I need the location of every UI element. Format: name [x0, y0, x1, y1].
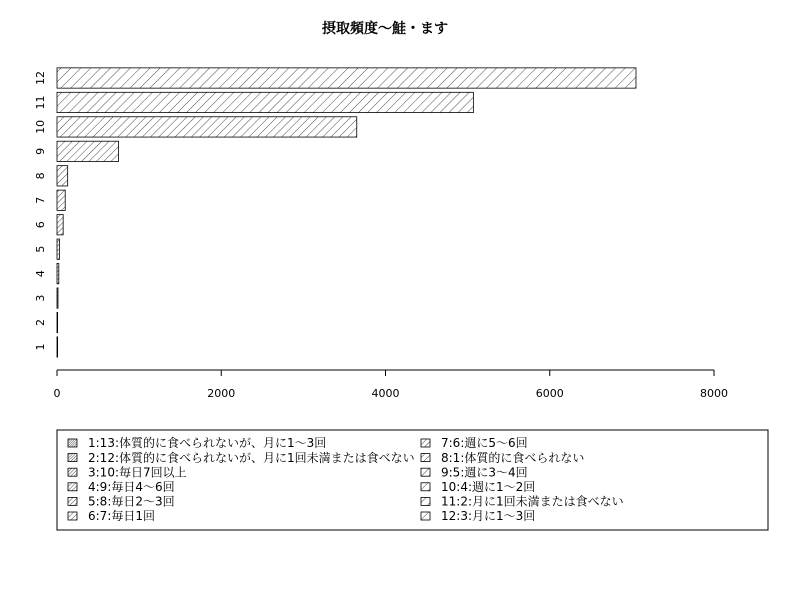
legend-swatch: [68, 468, 77, 476]
bar-5: [57, 239, 59, 259]
legend-label: 10:4:週に1〜2回: [441, 480, 536, 494]
bar-10: [57, 117, 357, 137]
bar-2: [57, 312, 58, 332]
y-tick-label: 8: [33, 172, 47, 180]
legend-swatch: [421, 497, 430, 505]
legend-label: 2:12:体質的に食べられないが、月に1回未満または食べない: [88, 450, 415, 465]
x-tick-label: 4000: [371, 387, 400, 400]
legend-swatch: [421, 512, 430, 520]
bar-3: [57, 288, 58, 308]
chart-title: 摂取頻度〜鮭・ます: [322, 21, 448, 37]
y-tick-label: 12: [33, 71, 47, 85]
x-tick-label: 8000: [700, 387, 728, 400]
y-tick-label: 4: [33, 270, 47, 278]
legend-swatch: [421, 468, 430, 476]
legend-label: 8:1:体質的に食べられない: [441, 450, 585, 465]
bar-9: [57, 141, 119, 161]
y-axis-labels: [34, 71, 47, 351]
x-tick-label: 6000: [535, 387, 564, 400]
bar-1: [57, 337, 58, 357]
x-tick-label: 2000: [207, 387, 236, 400]
legend: [57, 430, 768, 530]
legend-swatch: [68, 454, 77, 462]
legend-swatch: [68, 483, 77, 491]
legend-swatch: [68, 512, 77, 520]
legend-label: 7:6:週に5〜6回: [441, 436, 528, 451]
bar-4: [57, 263, 59, 283]
legend-label: 5:8:毎日2〜3回: [88, 494, 175, 509]
y-tick-label: 5: [33, 245, 47, 253]
x-axis: [54, 370, 729, 400]
legend-swatch: [421, 439, 430, 447]
legend-label: 3:10:毎日7回以上: [88, 465, 187, 480]
legend-label: 12:3:月に1〜3回: [441, 509, 536, 524]
legend-swatch: [68, 497, 77, 505]
legend-label: 1:13:体質的に食べられないが、月に1〜3回: [88, 436, 327, 451]
legend-swatch: [68, 439, 77, 447]
x-tick-label: 0: [53, 387, 61, 400]
y-tick-label: 3: [33, 294, 47, 302]
legend-label: 4:9:毎日4〜6回: [88, 480, 175, 494]
legend-swatch: [421, 454, 430, 462]
legend-swatch: [421, 483, 430, 491]
y-tick-label: 10: [33, 119, 47, 134]
bar-7: [57, 190, 65, 210]
y-tick-label: 7: [33, 196, 47, 204]
y-tick-label: 11: [33, 95, 47, 110]
y-tick-label: 9: [33, 147, 47, 155]
y-tick-label: 2: [33, 319, 47, 327]
bars: [57, 68, 636, 357]
y-tick-label: 1: [33, 343, 47, 351]
bar-12: [57, 68, 636, 88]
bar-8: [57, 166, 68, 186]
bar-6: [57, 215, 63, 235]
legend-label: 6:7:毎日1回: [88, 509, 155, 524]
legend-label: 9:5:週に3〜4回: [441, 465, 528, 480]
y-tick-label: 6: [33, 221, 47, 229]
legend-label: 11:2:月に1回未満または食べない: [441, 494, 624, 509]
bar-11: [57, 92, 473, 112]
